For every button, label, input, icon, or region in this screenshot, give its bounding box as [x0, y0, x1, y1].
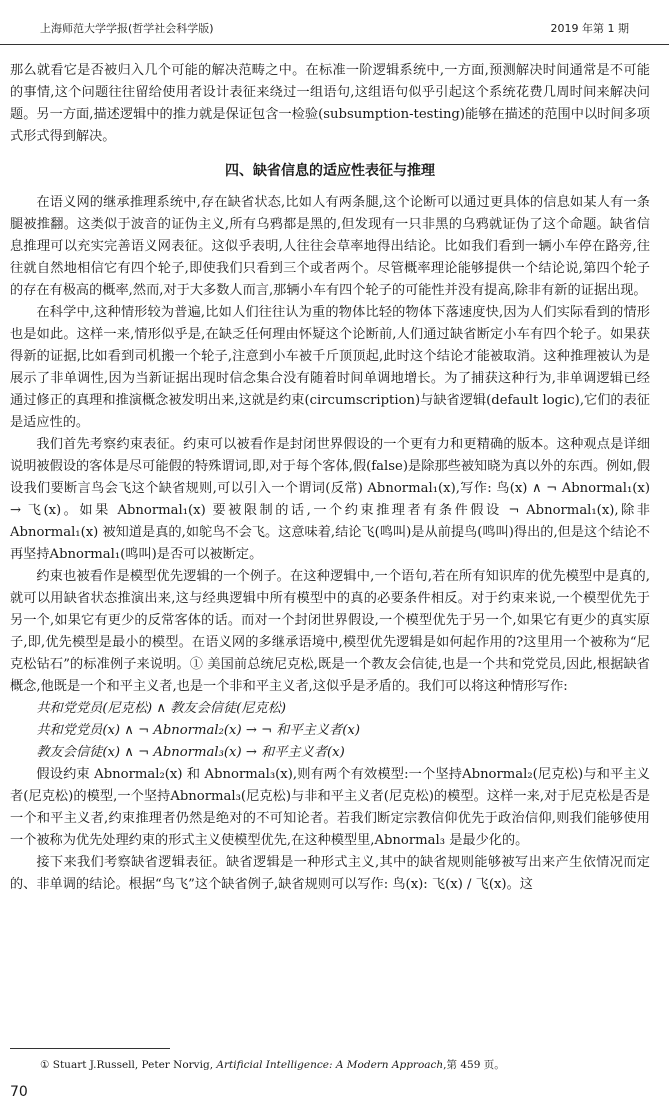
page-number: 70: [10, 1084, 28, 1100]
issue-label: 2019 年第 1 期: [550, 22, 629, 35]
footnote-marker: ①: [40, 1059, 50, 1071]
formula-1: 共和党党员(尼克松) ∧ 教友会信徒(尼克松): [36, 701, 287, 716]
footnote-authors: Stuart J.Russell, Peter Norvig,: [52, 1059, 214, 1071]
paragraph-3: 我们首先考察约束表征。约束可以被看作是封闭世界假设的一个更有力和更精确的版本。这种观点是详细说明被假设的客体是尽可能假的特殊谓词,即,对于每个客体,假(false)是除那些被知晓为真以外的东西。例如,假设我们要断言鸟会飞这个缺省规则,可以引入一个谓词(反常) Abnormal₁(x),写作: 鸟(x) ∧ ¬ Abnormal₁(x) → 飞(x)。如果 Abnormal₁(x) 要被限制的话,一个约束推理者有条件假设 ¬ Abnormal₁(x),除非 Abnormal₁(x) 被知道是真的,如鸵鸟不会飞。这意味着,结论飞(鸣叫)是从前提鸟(鸣叫)得出的,但是这个结论不再坚持Abnormal₁(鸣叫)是否可以被断定。: [10, 437, 650, 562]
paragraph-2: 在科学中,这种情形较为普遍,比如人们往往认为重的物体比轻的物体下落速度快,因为人们实际看到的情形也是如此。这样一来,情形似乎是,在缺乏任何理由怀疑这个论断前,人们通过缺省断定小车有四个轮子。如果获得新的证据,比如看到司机搬一个轮子,注意到小车被千斤顶顶起,此时这个结论才能被取消。这种推理被认为是展示了非单调性,因为当新证据出现时信念集合没有随着时间单调地增长。为了捕获这种行为,非单调逻辑已经通过修正的真理和推演概念被发明出来,这就是约束(circumscription)与缺省逻辑(default logic),它们的表征是适应性的。: [10, 305, 650, 430]
paragraph-6: 接下来我们考察缺省逻辑表征。缺省逻辑是一种形式主义,其中的缺省规则能够被写出来产生依情况而定的、非单调的结论。根据“鸟飞”这个缺省例子,缺省规则可以写作: 鸟(x): 飞(x) / 飞(x)。这: [10, 855, 650, 892]
paragraph-0: 那么就看它是否被归入几个可能的解决范畴之中。在标准一阶逻辑系统中,一方面,预测解决时间通常是不可能的事情,这个问题往往留给使用者设计表征来绕过一组语句,这组语句似乎引起这个系统花费几周时间来解决问题。另一方面,描述逻辑中的推力就是保证包含一检验(subsumption-testing)能够在描述的范围中以时间多项式形式得到解决。: [10, 63, 650, 144]
footnote-page: ,第 459 页。: [443, 1059, 505, 1071]
footnote-rule: [10, 1048, 170, 1049]
article-body: [10, 60, 650, 896]
paragraph-4: 约束也被看作是模型优先逻辑的一个例子。在这种逻辑中,一个语句,若在所有知识库的优先模型中是真的,就可以用缺省状态推演出来,这与经典逻辑中所有模型中的真的必要条件相反。对于约束来说,一个模型优先于另一个,如果它有更少的反常客体的话。而对一个封闭世界假设,一个模型优先于另一个,如果它有更少的真实原子,即,优先模型是最小的模型。在语义网的多继承语境中,模型优先逻辑是如何起作用的?这里用一个被称为“尼克松钻石”的标准例子来说明。① 美国前总统尼克松,既是一个教友会信徒,也是一个共和党党员,因此,根据缺省概念,他既是一个和平主义者,也是一个非和平主义者,这似乎是矛盾的。我们可以将这种情形写作:: [10, 569, 650, 694]
section-title: 四、缺省信息的适应性表征与推理: [225, 163, 435, 179]
formula-3: 教友会信徒(x) ∧ ¬ Abnormal₃(x) → 和平主义者(x): [36, 745, 345, 760]
paragraph-5: 假设约束 Abnormal₂(x) 和 Abnormal₃(x),则有两个有效模型:一个坚持Abnormal₂(尼克松)与和平主义者(尼克松)的模型,一个坚持Abnormal₃(尼克松)与非和平主义者(尼克松)的模型。这样一来,对于尼克松是否是一个和平主义者,约束推理者仍然是绝对的不可知论者。若我们断定宗教信仰优先于政治信仰,则我们能够使用一个被称为优先处理约束的形式主义使模型优先,在这种模型里,Abnormal₃ 是最少化的。: [10, 767, 650, 848]
paragraph-1: 在语义网的继承推理系统中,存在缺省状态,比如人有两条腿,这个论断可以通过更具体的信息如某人有一条腿被推翻。这类似于波音的证伪主义,所有乌鸦都是黑的,但发现有一只非黑的乌鸦就证伪了这个命题。缺省信息推理可以充实完善语义网表征。这似乎表明,人往往会草率地得出结论。比如我们看到一辆小车停在路旁,往往就自然地相信它有四个轮子,即使我们只看到三个或者两个。尽管概率理论能够提供一个结论说,第四个轮子的存在有极高的概率,然而,对于大多数人而言,那辆小车有四个轮子的可能性并没有提高,除非有新的证据出现。: [10, 195, 650, 298]
footnote: [40, 1057, 505, 1072]
footnote-book-title: Artificial Intelligence: A Modern Approach: [216, 1059, 444, 1071]
formula-2: 共和党党员(x) ∧ ¬ Abnormal₂(x) → ¬ 和平主义者(x): [36, 723, 360, 738]
journal-title: 上海师范大学学报(哲学社会科学版): [40, 22, 214, 35]
header-rule: [0, 44, 669, 45]
page-header: [0, 0, 669, 44]
